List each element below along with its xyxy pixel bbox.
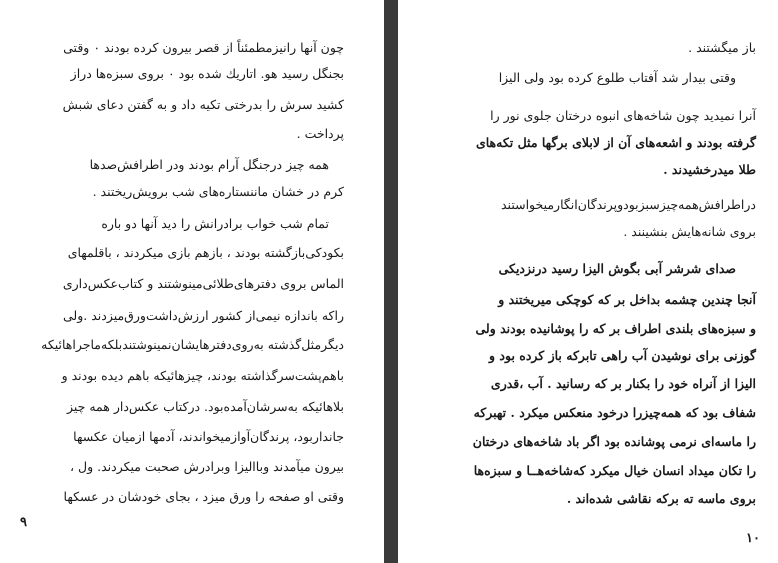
text-line: و سبزه‌های بلندی اطراف بر که را پوشانیده بودند ولی: [475, 321, 756, 336]
text-line: شفاف بود که همه‌چیزرا درخود منعکس میکرد . تهبرکه: [473, 405, 756, 420]
text-line: کشید سرش را بدرختی تکیه داد و به گفتن دعای شبش: [62, 97, 344, 112]
text-line: بلاهائیکه به‌سرشان‌آمده‌بود. درکتاب عکس‌دار همه چیز: [66, 399, 344, 414]
text-line: وقتی بیدار شد آفتاب طلوع کرده بود ولی الیزا: [498, 70, 736, 85]
text-line: بیرون میآمدند وباالیزا وبرادرش صحبت میکردند. ول ،: [70, 459, 344, 474]
text-line: پرداخت .: [296, 126, 344, 141]
page-number: ۱۰: [746, 531, 760, 546]
text-line: بکودکی‌بازگشته بودند ، بازهم بازی میکردند ، باقلمهای: [67, 245, 344, 260]
text-line: همه چیز درجنگل آرام بودند ودر اطرافش‌صدها: [89, 157, 329, 172]
text-line: طلا میدرخشیدند .: [663, 162, 756, 177]
text-line: دراطرافش‌همه‌چیزسبزبودوپرندگان‌انگارمیخواستند: [500, 197, 756, 212]
text-line: را تکان میداد انسان خیال میکرد که‌شاخه‌هــا و سبزه‌ها: [473, 463, 756, 478]
text-line: جانداربود، پرندگان‌آوازمیخواندند، آدمها ازمیان عکسها: [73, 429, 344, 444]
text-line: الماس بروی دفترهای‌طلائی‌مینوشتند و کتاب‌عکس‌داری: [62, 276, 344, 291]
text-line: دیگرمثل‌گذشته به‌روی‌دفترهایشان‌نمینوشتندبلکه‌ماجراهائیکه: [41, 337, 344, 352]
text-line: آنرا نمیدید چون شاخه‌های انبوه درختان جلوی نور را: [490, 108, 756, 123]
text-line: باز میگشتند .: [688, 40, 756, 55]
left-page: [0, 0, 384, 563]
text-line: آنجا چندین چشمه بداخل بر که کوچکی میریختند و: [498, 292, 756, 307]
text-line: کرم در خشان ماننستاره‌های شب برویش‌ریختند .: [92, 184, 344, 199]
text-line: صدای شرشر آبی بگوش الیزا رسید درنزدیکی: [498, 261, 736, 276]
text-line: گرفته بودند و اشعه‌های آن از لابلای برگها مثل تکه‌های: [475, 135, 756, 150]
right-page: [398, 0, 778, 563]
text-line: گوزنی برای نوشیدن آب راهی تابرکه باز کرده بود و: [489, 348, 756, 363]
text-line: بروی ماسه ته برکه نقاشی شده‌اند .: [566, 491, 756, 506]
text-line: الیزا از آنراه خود را بکنار بر که رسانید . آب ،قدری: [490, 376, 756, 391]
text-line: وقتی او صفحه را ورق میزد ، بجای خودشان در عسکها: [63, 489, 344, 504]
text-line: باهم‌پشت‌سرگذاشته بودند، چیزهائیکه باهم دیده بودند و: [61, 368, 344, 383]
text-line: تمام شب خواب برادرانش را دید آنها دو باره: [101, 216, 329, 231]
text-line: راکه باندازه نیمی‌از کشور ارزش‌داشت‌ورق‌میزدند .ولی: [63, 308, 344, 323]
book-gutter: [384, 0, 398, 563]
text-line: بجنگل رسید هو. اتاریك شده بود ۰ بروی سبزه‌ها دراز: [70, 66, 344, 81]
page-number: ۹: [20, 515, 27, 530]
text-line: چون آنها رانیزمطمئناً از قصر بیرون کرده بودند ۰ وقتی: [63, 40, 344, 55]
text-line: را ماسه‌ای نرمی پوشانده بود اگر باد شاخه‌های درختان: [472, 434, 756, 449]
text-line: بروی شانه‌هایش بنشینند .: [623, 224, 756, 239]
